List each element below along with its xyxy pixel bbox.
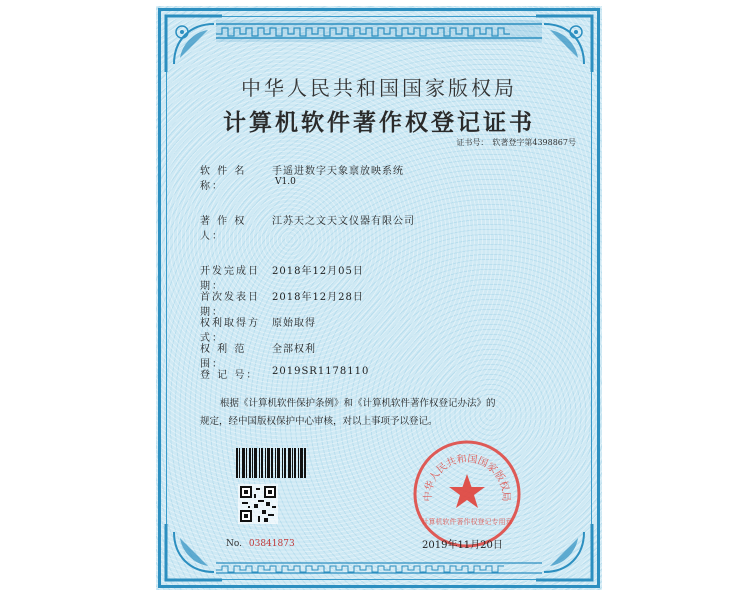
field-value: 全部权利 — [272, 344, 316, 355]
certificate-title: 计算机软件著作权登记证书 — [223, 109, 535, 136]
certificate — [156, 6, 602, 590]
certificate-number-value: 软著登字第4398867号 — [492, 138, 576, 147]
field-value: 2018年12月28日 — [272, 292, 364, 303]
svg-text:中华人民共和国国家版权局: 中华人民共和国国家版权局 — [422, 453, 512, 502]
statement-line-2: 规定，经中国版权保护中心审核，对以上事项予以登记。 — [200, 416, 438, 427]
official-seal-icon — [411, 438, 523, 550]
corner-ornament-icon — [162, 520, 226, 584]
field-value: 手遥进数字天象禀放映系统 — [272, 166, 404, 177]
issue-date: 2019年11月20日 — [422, 540, 503, 551]
greek-key-border-top — [216, 20, 542, 42]
certificate-number-label: 证书号： — [456, 138, 489, 147]
barcode-icon — [236, 448, 306, 478]
field-software-name — [200, 162, 404, 192]
field-registration-number — [200, 366, 369, 381]
field-value: 江苏天之文天文仪器有限公司 — [272, 216, 415, 227]
field-label: 权 利 范 围： — [200, 344, 247, 370]
field-label: 首次发表日期： — [200, 292, 260, 318]
corner-ornament-icon — [162, 12, 226, 76]
field-copyright-owner — [200, 212, 415, 242]
certificate-number — [456, 137, 576, 148]
issuer-name: 中华人民共和国国家版权局 — [241, 76, 517, 100]
svg-text:计算机软件著作权登记专用章: 计算机软件著作权登记专用章 — [421, 518, 513, 526]
greek-key-border-bottom — [216, 560, 542, 576]
field-label: 开发完成日期： — [200, 266, 260, 292]
serial-label: No. — [226, 539, 242, 549]
field-value: 2018年12月05日 — [272, 266, 364, 277]
serial-value: 03841873 — [248, 539, 295, 549]
software-version: V1.0 — [275, 177, 296, 187]
field-label: 登 记 号： — [200, 370, 259, 381]
field-label: 软 件 名 称： — [200, 166, 247, 192]
field-value: 2019SR1178110 — [272, 366, 370, 377]
qr-code-icon — [238, 484, 278, 524]
statement-line-1: 根据《计算机软件保护条例》和《计算机软件著作权登记办法》的 — [220, 398, 496, 409]
field-label: 权利取得方式： — [200, 318, 260, 344]
serial-number — [226, 539, 295, 549]
corner-ornament-icon — [532, 520, 596, 584]
field-label: 著 作 权 人： — [200, 216, 247, 242]
field-value: 原始取得 — [272, 318, 316, 329]
corner-ornament-icon — [532, 12, 596, 76]
